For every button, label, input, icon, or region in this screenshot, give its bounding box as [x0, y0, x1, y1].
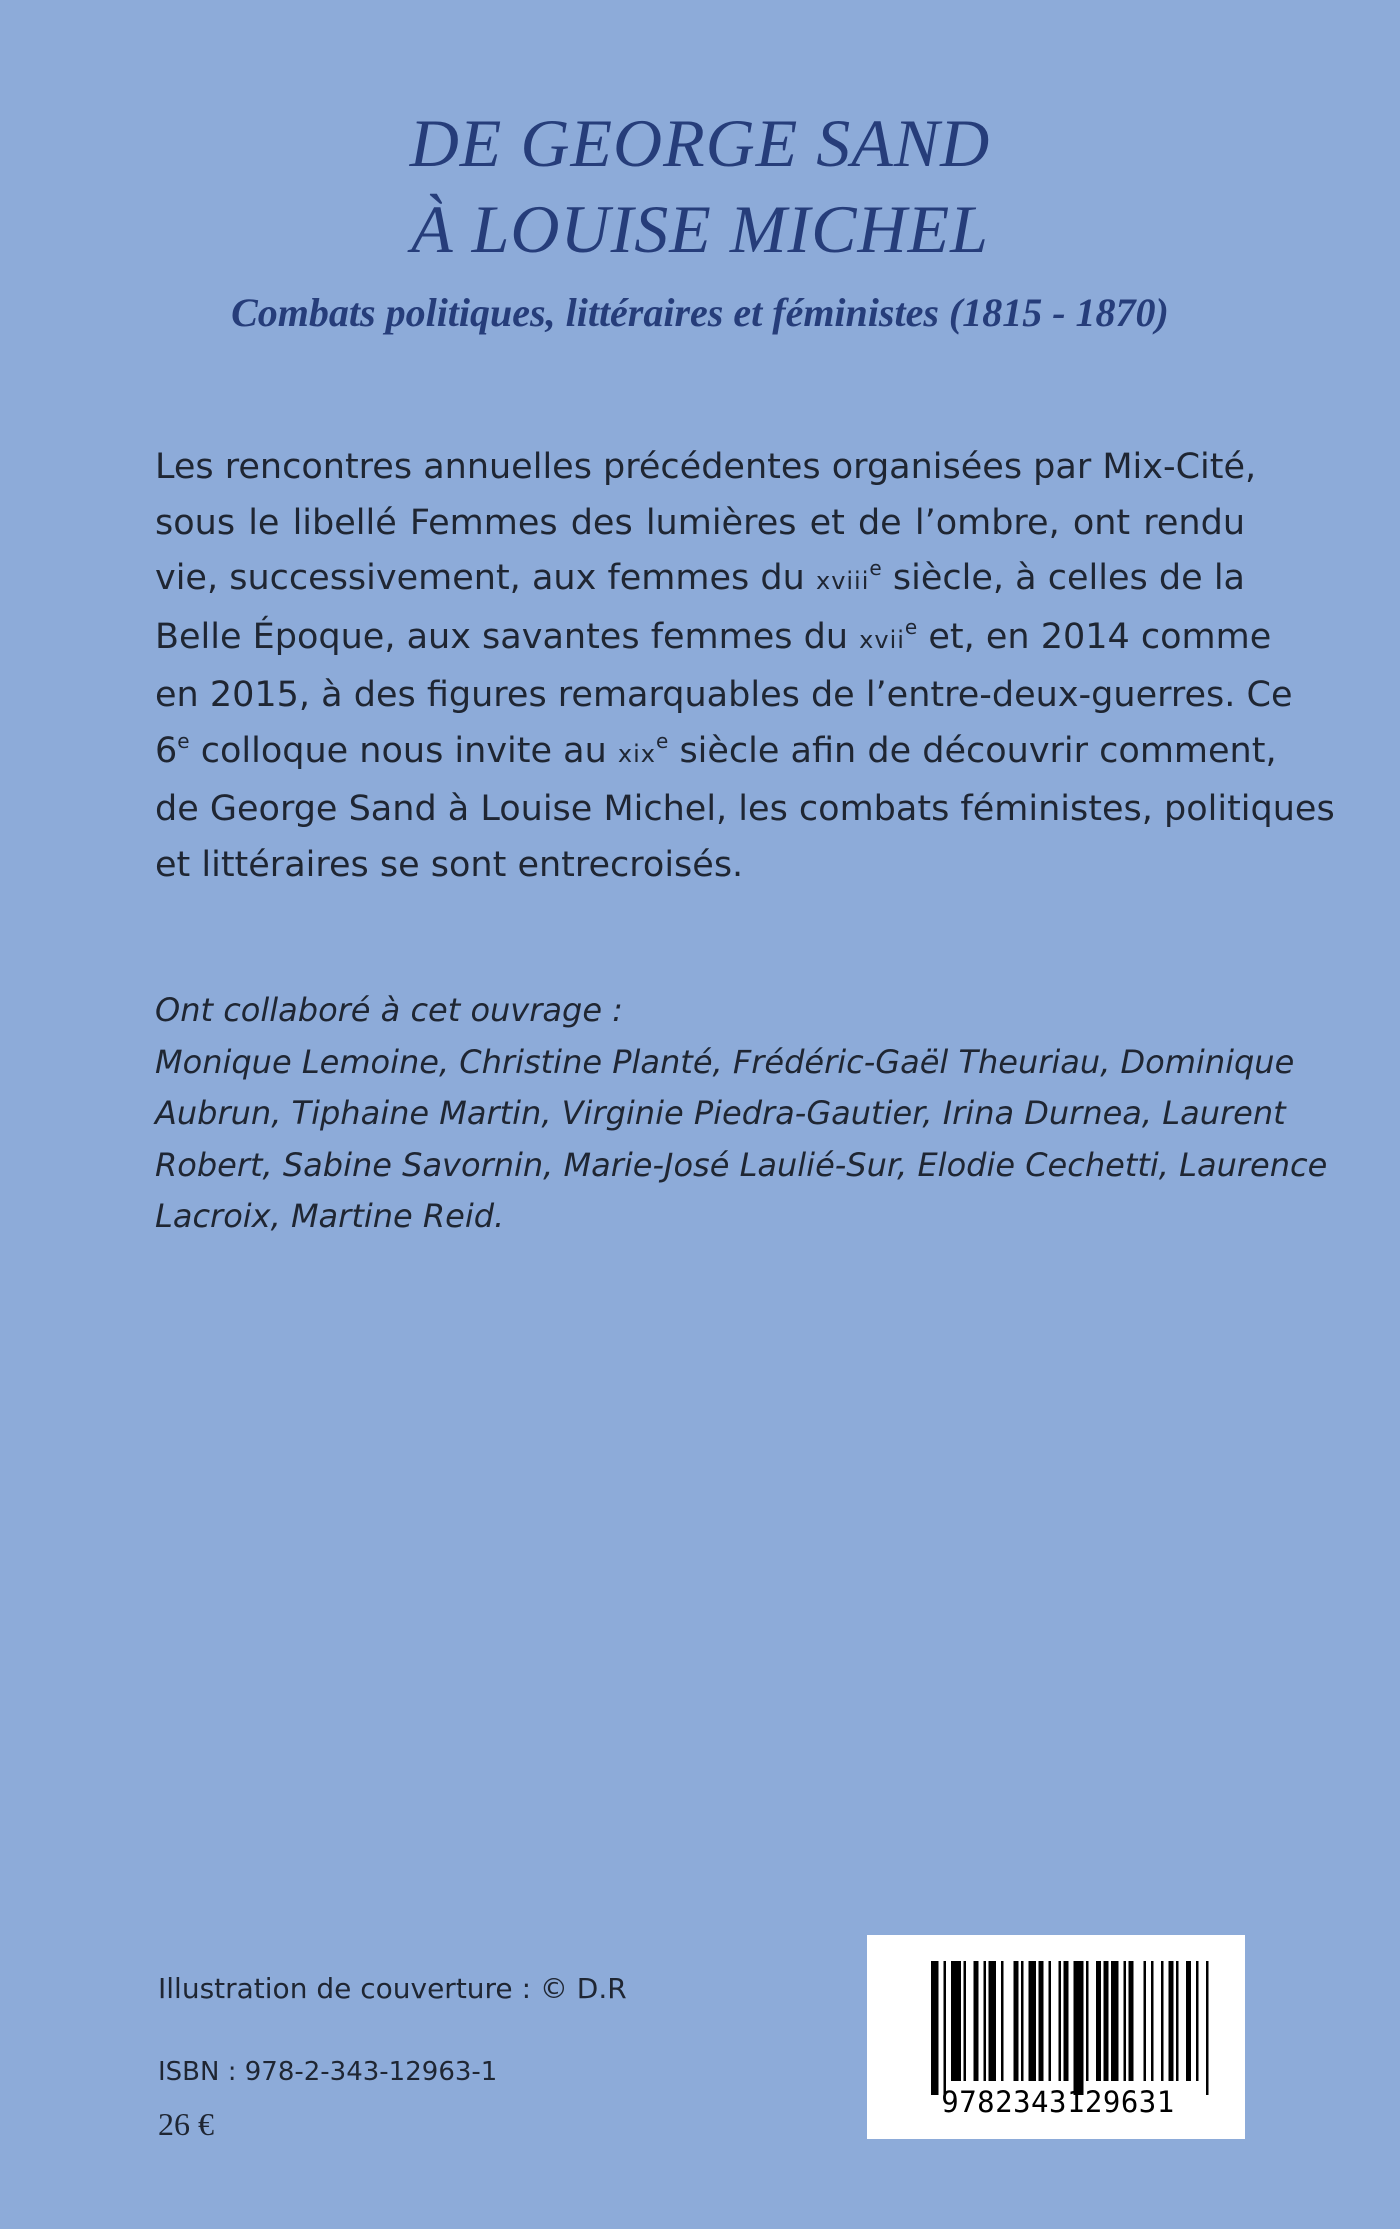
barcode-bar: [1176, 1961, 1179, 2081]
barcode-bar: [1021, 1961, 1024, 2081]
contributors-line: Lacroix, Martine Reid.: [155, 1197, 505, 1235]
barcode-bar: [1206, 1961, 1209, 2095]
barcode-bar: [1144, 1961, 1147, 2081]
barcode-bar: [974, 1961, 979, 2081]
description-line: et littéraires se sont entrecroisés.: [155, 844, 744, 885]
book-subtitle: Combats politiques, littéraires et féministes (1815 - 1870): [231, 290, 1169, 335]
description-line: Belle Époque, aux savantes femmes du xvii$^e$ et, en 2014 comme: [155, 614, 1272, 657]
title-line-1: DE GEORGE SAND: [409, 105, 991, 181]
title-line-2: À LOUISE MICHEL: [411, 191, 989, 267]
century-numeral: xvii: [859, 625, 905, 654]
barcode-bar: [1059, 1961, 1062, 2081]
contributors-line: Monique Lemoine, Christine Planté, Frédéric-Gaël Theuriau, Dominique: [155, 1042, 1295, 1081]
barcode-bar: [1029, 1961, 1037, 2081]
barcode-bar: [1111, 1961, 1119, 2081]
barcode-bar: [1039, 1961, 1044, 2081]
barcode-bar: [989, 1961, 997, 2081]
book-title: [0, 100, 1400, 272]
barcode-bar: [1124, 1961, 1127, 2081]
price: 26 €: [158, 2106, 214, 2142]
barcode-bar: [984, 1961, 987, 2081]
century-numeral: xviii: [815, 567, 870, 595]
cover-illustration-credit: Illustration de couverture : © D.R: [158, 1972, 627, 2005]
barcode-bar: [1096, 1961, 1101, 2081]
barcode-bar: [964, 1961, 967, 2081]
contributors-line: Aubrun, Tiphaine Martin, Virginie Piedra-Gautier, Irina Durnea, Laurent: [155, 1094, 1286, 1132]
barcode-bar: [944, 1961, 947, 2095]
barcode: [867, 1935, 1245, 2139]
barcode-bar: [1186, 1961, 1191, 2081]
description-line: 6e colloque nous invite au xix$^e$ siècle afin de découvrir comment,: [155, 728, 1277, 771]
barcode-digits: 9782343129631: [941, 2085, 1175, 2119]
description-line: en 2015, à des figures remarquables de l’entre-deux-guerres. Ce: [155, 675, 1293, 715]
barcode-bar: [931, 1961, 939, 2095]
description-paragraph: [155, 440, 1335, 893]
description-line: vie, successivement, aux femmes du xviii$^e$ siècle, à celles de la: [155, 556, 1245, 598]
barcode-bar: [951, 1961, 961, 2081]
description-line: sous le libellé Femmes des lumières et de l’ombre, ont rendu: [155, 502, 1245, 543]
barcode-bar: [1196, 1961, 1199, 2081]
barcode-bar: [1151, 1961, 1154, 2081]
barcode-bar: [1049, 1961, 1052, 2081]
barcode-bar: [1086, 1961, 1089, 2081]
century-numeral: xix: [617, 739, 656, 768]
barcode-bar: [1169, 1961, 1174, 2081]
barcode-bar: [1064, 1961, 1069, 2081]
barcode-bar: [1129, 1961, 1134, 2081]
description-line: de George Sand à Louise Michel, les combats féministes, politiques: [155, 789, 1335, 829]
isbn: ISBN : 978-2-343-12963-1: [158, 2057, 498, 2087]
barcode-bar: [1074, 1961, 1084, 2095]
contributors-block: [155, 985, 1328, 1243]
barcode-bar: [1104, 1961, 1109, 2081]
barcode-bar: [1001, 1961, 1004, 2081]
barcode-bar: [1161, 1961, 1164, 2081]
contributors-heading: Ont collaboré à cet ouvrage :: [155, 991, 623, 1029]
barcode-bar: [1014, 1961, 1019, 2081]
contributors-line: Robert, Sabine Savornin, Marie-José Laulié-Sur, Elodie Cechetti, Laurence: [155, 1145, 1328, 1184]
description-line: Les rencontres annuelles précédentes organisées par Mix-Cité,: [155, 447, 1257, 487]
